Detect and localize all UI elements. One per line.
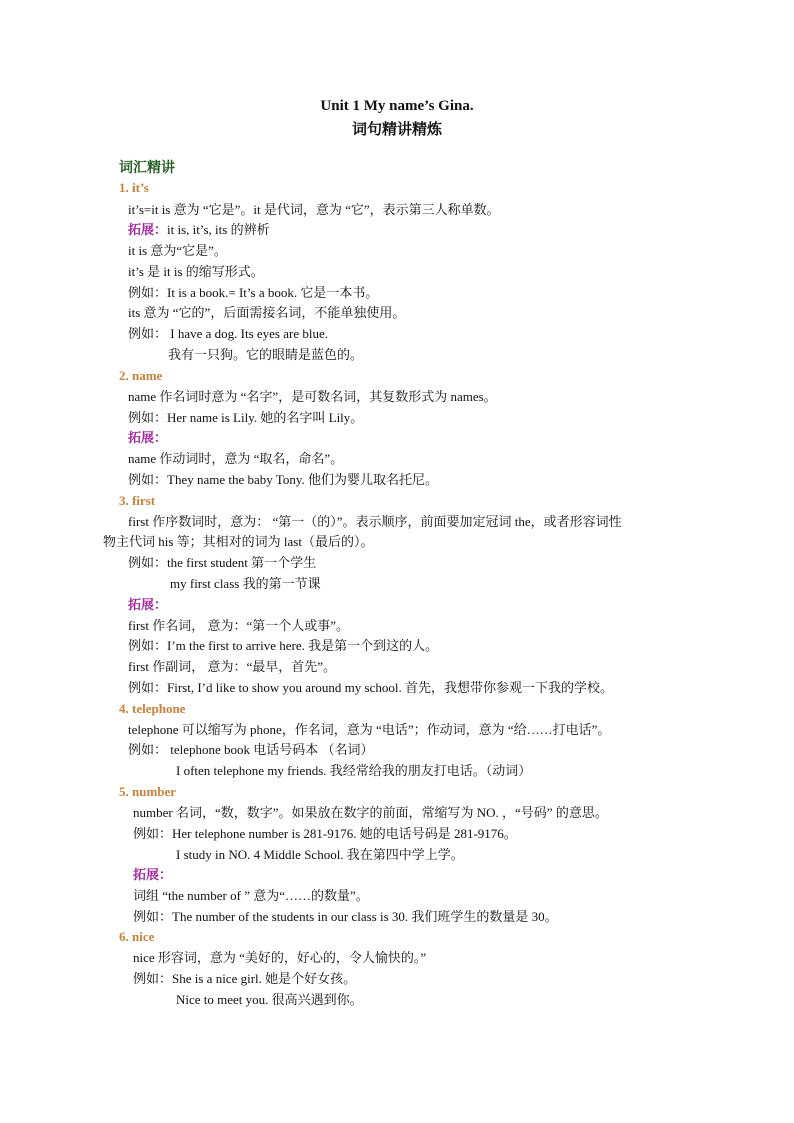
text-line bbox=[128, 722, 610, 738]
line-text: 例如：Her telephone number is 281-9176. 她的电话号码是 281-9176。 bbox=[133, 826, 517, 841]
text-line bbox=[133, 805, 608, 821]
text-line bbox=[128, 410, 363, 426]
text-line bbox=[103, 534, 373, 550]
text-line bbox=[133, 971, 356, 987]
line-text: Nice to meet you. 很高兴遇到你。 bbox=[176, 992, 363, 1007]
line-text: name 作名词时意为 “名字”，是可数名词，其复数形式为 names。 bbox=[128, 389, 497, 404]
text-line bbox=[128, 222, 270, 238]
text-line bbox=[128, 659, 336, 675]
text-line bbox=[128, 451, 343, 467]
line-text: it’s=it is 意为 “它是”。it 是代词，意为 “它”，表示第三人称单数。 bbox=[128, 202, 500, 217]
line-text: 例如：Her name is Lily. 她的名字叫 Lily。 bbox=[128, 410, 364, 425]
text-line bbox=[128, 618, 349, 634]
extension-label: 拓展： bbox=[133, 867, 173, 882]
line-text: first 作副词， 意为：“最早，首先”。 bbox=[128, 659, 336, 674]
text-line bbox=[128, 514, 622, 530]
section-heading: 词汇精讲 bbox=[119, 161, 175, 176]
line-text: 物主代词 his 等；其相对的词为 last（最后的）。 bbox=[103, 534, 374, 549]
line-text: it’s 是 it is 的缩写形式。 bbox=[128, 264, 264, 279]
text-line bbox=[133, 909, 558, 925]
line-text: I often telephone my friends. 我经常给我的朋友打电话。（动词） bbox=[176, 763, 532, 778]
page-title: Unit 1 My name’s Gina. bbox=[320, 98, 474, 114]
text-line bbox=[128, 243, 227, 259]
text-line bbox=[128, 742, 374, 758]
text-line bbox=[128, 264, 264, 280]
word-heading: 5. number bbox=[119, 784, 177, 799]
extension-label: 拓展： bbox=[128, 597, 168, 612]
text-line bbox=[128, 597, 167, 613]
line-text: 例如：I’m the first to arrive here. 我是第一个到这的人。 bbox=[128, 638, 439, 653]
text-line bbox=[128, 555, 316, 571]
line-text: my first class 我的第一节课 bbox=[170, 576, 321, 591]
text-line bbox=[128, 638, 438, 654]
line-text: 例如：She is a nice girl. 她是个好女孩。 bbox=[133, 971, 357, 986]
text-line bbox=[128, 680, 613, 696]
line-text: it is 意为“它是”。 bbox=[128, 243, 227, 258]
line-text: first 作名词， 意为：“第一个人或事”。 bbox=[128, 618, 349, 633]
text-line bbox=[128, 202, 500, 218]
text-line bbox=[176, 847, 464, 863]
word-heading: 3. first bbox=[119, 493, 156, 508]
line-text: it is, it’s, its 的辨析 bbox=[167, 222, 270, 237]
line-text: 例如：the first student 第一个学生 bbox=[128, 555, 317, 570]
text-line bbox=[176, 992, 363, 1008]
word-heading: 2. name bbox=[119, 368, 163, 383]
line-text: nice 形容词，意为 “美好的，好心的，令人愉快的。” bbox=[133, 950, 427, 965]
text-line bbox=[133, 888, 369, 904]
line-text: name 作动词时，意为 “取名，命名”。 bbox=[128, 451, 344, 466]
line-text: telephone 可以缩写为 phone，作名词，意为 “电话”；作动词，意为 “给……打电话”。 bbox=[128, 722, 611, 737]
text-line bbox=[128, 472, 438, 488]
word-heading: 1. it’s bbox=[119, 180, 149, 195]
line-text: 例如： I have a dog. Its eyes are blue. bbox=[128, 326, 328, 341]
text-line bbox=[133, 867, 172, 883]
page-subtitle: 词句精讲精炼 bbox=[351, 122, 442, 138]
line-text: I study in NO. 4 Middle School. 我在第四中学上学。 bbox=[176, 847, 464, 862]
text-line bbox=[128, 305, 405, 321]
text-line bbox=[128, 285, 378, 301]
text-line bbox=[133, 950, 426, 966]
word-heading: 4. telephone bbox=[119, 701, 186, 716]
text-line bbox=[176, 763, 531, 779]
text-line bbox=[133, 826, 517, 842]
line-text: 例如： telephone book 电话号码本 （名词） bbox=[128, 742, 374, 757]
line-text: number 名词，“数，数字”。如果放在数字的前面，常缩写为 NO. ，“号码” 的意思。 bbox=[133, 805, 608, 820]
line-text: its 意为 “它的”，后面需接名词，不能单独使用。 bbox=[128, 305, 406, 320]
text-line bbox=[128, 326, 328, 342]
text-line bbox=[128, 389, 497, 405]
line-text: 例如：First, I’d like to show you around my school. 首先，我想带你参观一下我的学校。 bbox=[128, 680, 613, 695]
line-text: 例如：They name the baby Tony. 他们为婴儿取名托尼。 bbox=[128, 472, 438, 487]
line-text: 例如：The number of the students in our class is 30. 我们班学生的数量是 30。 bbox=[133, 909, 558, 924]
text-line bbox=[128, 430, 167, 446]
line-text: 词组 “the number of ” 意为“……的数量”。 bbox=[133, 888, 369, 903]
extension-label: 拓展： bbox=[128, 430, 168, 445]
text-line bbox=[170, 576, 321, 592]
text-line bbox=[168, 347, 363, 363]
word-heading: 6. nice bbox=[119, 929, 155, 944]
extension-label: 拓展： bbox=[128, 222, 168, 237]
line-text: 例如：It is a book.= It’s a book. 它是一本书。 bbox=[128, 285, 379, 300]
line-text: 我有一只狗。它的眼睛是蓝色的。 bbox=[168, 347, 364, 362]
line-text: first 作序数词时，意为： “第一（的）”。表示顺序，前面要加定冠词 the，或者形容词性 bbox=[128, 514, 622, 529]
